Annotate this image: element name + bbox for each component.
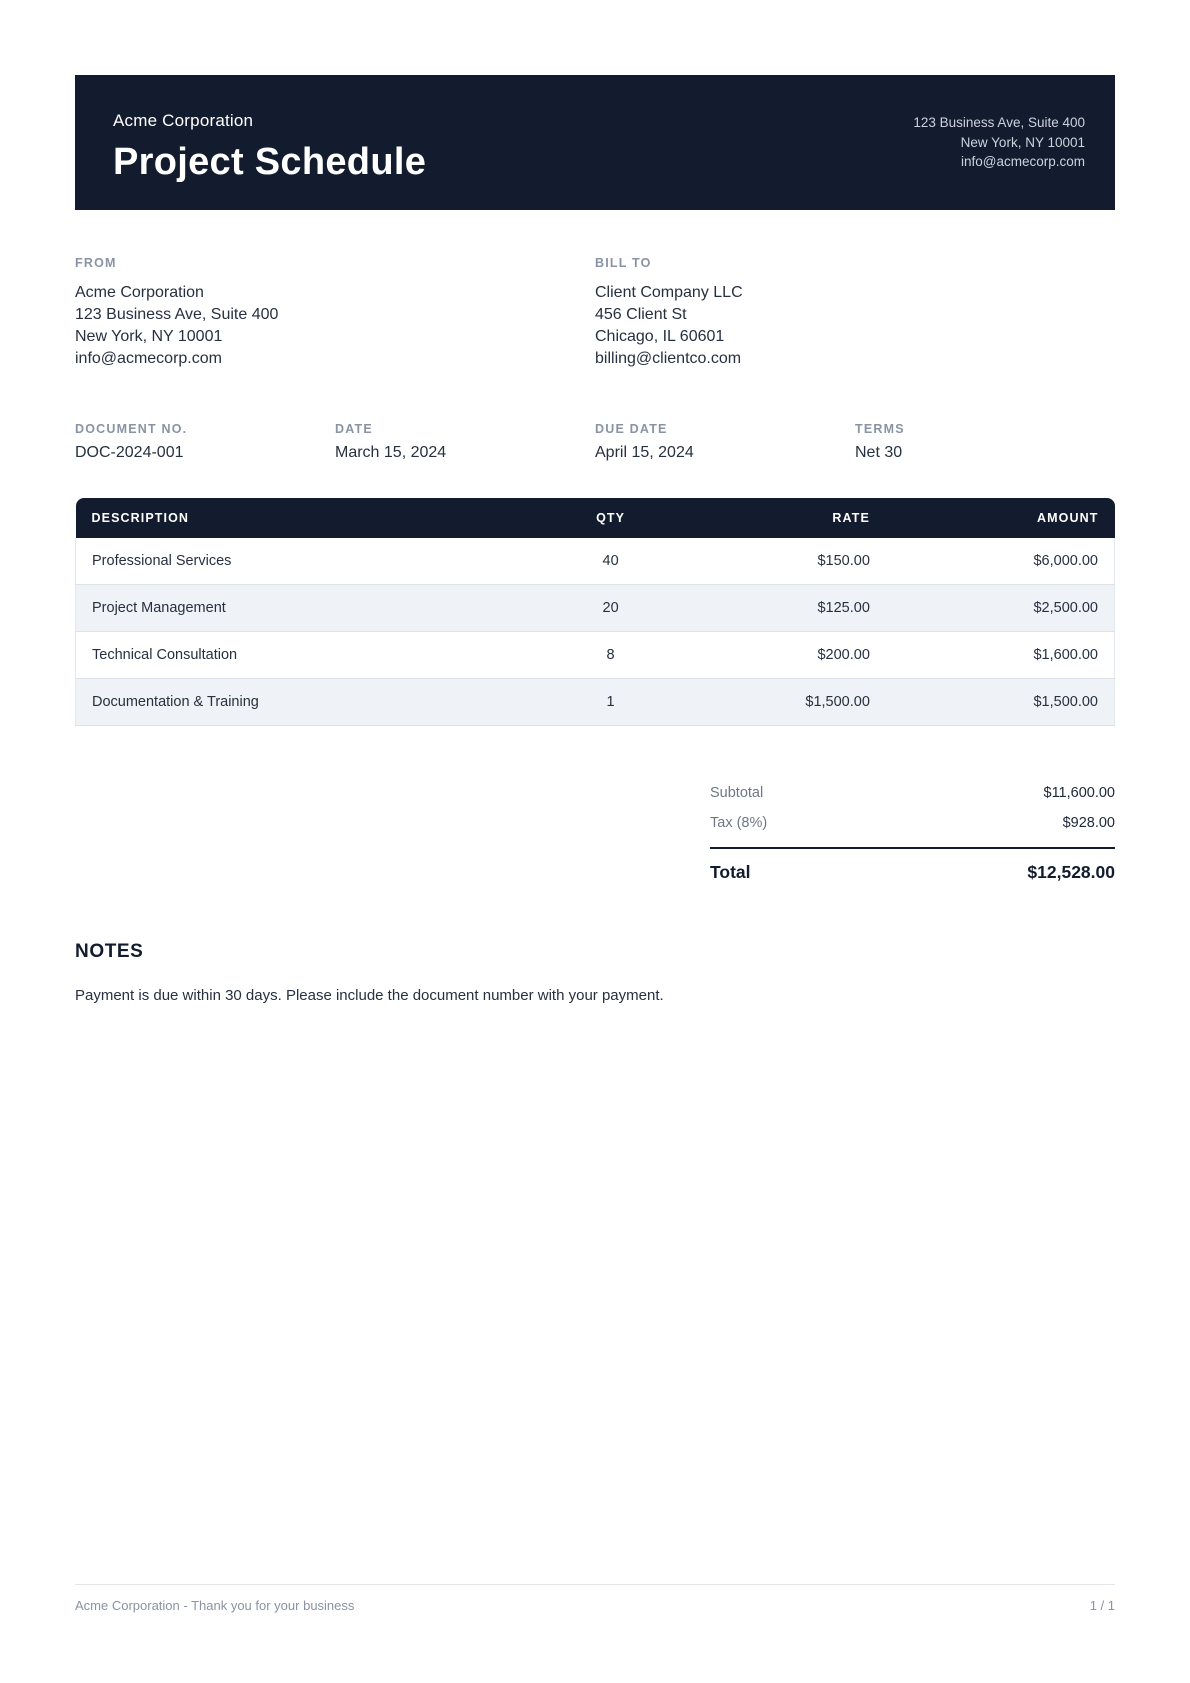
tax-value: $928.00 (1062, 815, 1115, 831)
item-qty: 8 (533, 632, 689, 679)
tax-label: Tax (8%) (710, 815, 768, 831)
column-header-qty: QTY (533, 498, 689, 538)
subtotal-value: $11,600.00 (1043, 785, 1115, 801)
table-row (76, 538, 1115, 585)
meta-due-date (595, 422, 855, 462)
item-qty: 20 (533, 585, 689, 632)
document-page (75, 0, 1115, 1584)
item-amount: $1,500.00 (886, 679, 1115, 726)
meta-label: TERMS (855, 422, 905, 436)
total-value: $12,528.00 (1027, 862, 1115, 882)
table-row (76, 679, 1115, 726)
meta-document-no (75, 422, 335, 462)
parties-section (75, 256, 1115, 370)
column-header-description: DESCRIPTION (76, 498, 533, 538)
header-address (913, 111, 1085, 184)
page-number: 1 / 1 (1089, 1598, 1115, 1613)
subtotal-row (710, 778, 1115, 808)
company-name: Acme Corporation (113, 111, 254, 130)
item-description: Documentation & Training (76, 679, 533, 726)
footer-text: Acme Corporation - Thank you for your business (75, 1598, 355, 1613)
meta-label: DATE (335, 422, 373, 436)
from-line: New York, NY 10001 (75, 328, 223, 345)
from-block (75, 256, 595, 370)
bill-to-line: billing@clientco.com (595, 350, 742, 367)
line-items-table (75, 498, 1115, 726)
table-row (76, 585, 1115, 632)
subtotal-label: Subtotal (710, 785, 764, 801)
page-footer (75, 1584, 1115, 1613)
from-line: 123 Business Ave, Suite 400 (75, 306, 279, 323)
item-qty: 1 (533, 679, 689, 726)
table-header-row (76, 498, 1115, 538)
meta-value: March 15, 2024 (335, 444, 447, 461)
from-line: Acme Corporation (75, 284, 204, 301)
meta-value: April 15, 2024 (595, 444, 694, 461)
totals-section (710, 778, 1115, 883)
bill-to-line: 456 Client St (595, 306, 687, 323)
column-header-amount: AMOUNT (886, 498, 1115, 538)
from-label: FROM (75, 256, 117, 270)
notes-body: Payment is due within 30 days. Please include the document number with your payment. (75, 987, 664, 1004)
meta-terms (855, 422, 1115, 462)
tax-row (710, 808, 1115, 838)
item-description: Technical Consultation (76, 632, 533, 679)
document-title: Project Schedule (113, 141, 427, 183)
item-amount: $6,000.00 (886, 538, 1115, 585)
from-line: info@acmecorp.com (75, 350, 222, 367)
column-header-rate: RATE (689, 498, 886, 538)
header-address-line: New York, NY 10001 (960, 134, 1085, 150)
bill-to-line: Chicago, IL 60601 (595, 328, 725, 345)
meta-label: DUE DATE (595, 422, 668, 436)
header-address-line: 123 Business Ave, Suite 400 (913, 115, 1085, 130)
table-row (76, 632, 1115, 679)
item-qty: 40 (533, 538, 689, 585)
total-label: Total (710, 862, 751, 882)
item-rate: $150.00 (689, 538, 886, 585)
item-rate: $200.00 (689, 632, 886, 679)
bill-to-label: BILL TO (595, 256, 652, 270)
notes-heading: NOTES (75, 941, 144, 962)
header-left (113, 111, 426, 184)
notes-section (75, 941, 1115, 1006)
meta-section (75, 422, 1115, 462)
bill-to-block (595, 256, 1115, 370)
header-band (75, 75, 1115, 210)
item-rate: $125.00 (689, 585, 886, 632)
meta-value: Net 30 (855, 444, 903, 461)
meta-date (335, 422, 595, 462)
item-amount: $1,600.00 (886, 632, 1115, 679)
header-address-line: info@acmecorp.com (961, 154, 1085, 170)
item-amount: $2,500.00 (886, 585, 1115, 632)
meta-value: DOC-2024-001 (75, 444, 184, 461)
item-description: Project Management (76, 585, 533, 632)
bill-to-line: Client Company LLC (595, 284, 743, 301)
item-description: Professional Services (76, 538, 533, 585)
item-rate: $1,500.00 (689, 679, 886, 726)
meta-label: DOCUMENT NO. (75, 422, 188, 436)
total-row (710, 847, 1115, 883)
